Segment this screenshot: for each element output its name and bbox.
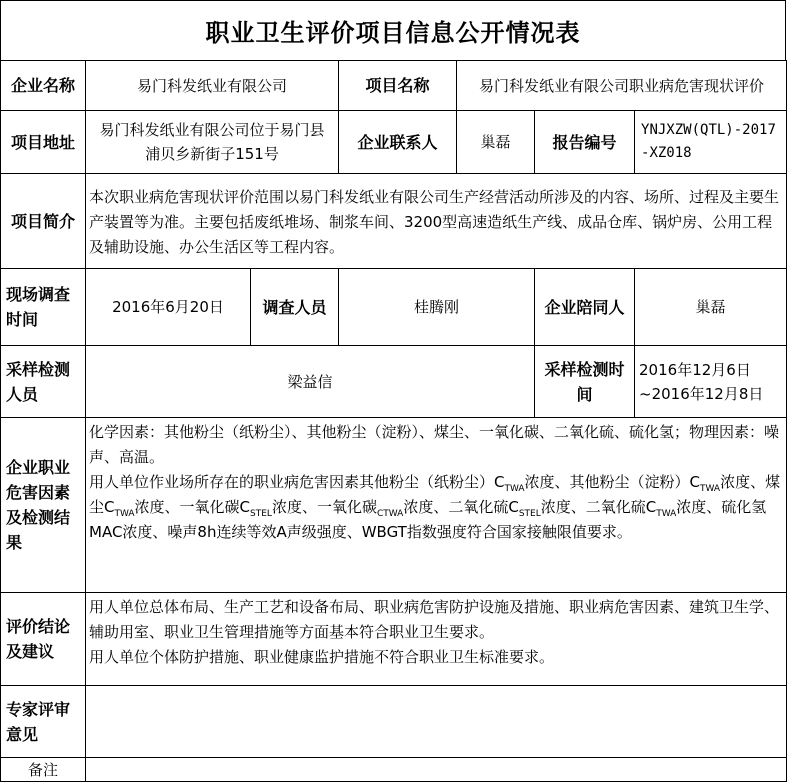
row-hazard [1, 418, 787, 593]
survey-time-label: 现场调查时间 [1, 269, 86, 346]
conclusion-paragraph-1: 用人单位总体布局、生产工艺和设备布局、职业病危害防护设施及措施、职业病危害因素、建筑卫生学、辅助用室、职业卫生管理措施等方面基本符合职业卫生要求。 [89, 598, 780, 641]
hazard-subscript: STEL [250, 509, 272, 519]
sampling-time-label: 采样检测时间 [535, 346, 635, 418]
project-address-value: 易门科发纸业有限公司位于易门县浦贝乡新街子151号 [86, 111, 339, 174]
company-name-value: 易门科发纸业有限公司 [86, 61, 339, 111]
row-intro [1, 174, 787, 269]
hazard-factors-value [86, 418, 787, 593]
conclusion-paragraph-2: 用人单位个体防护措施、职业健康监护措施不符合职业卫生标准要求。 [89, 648, 555, 666]
row-sampling [1, 346, 787, 418]
row-remark [1, 758, 787, 782]
hazard-paragraph-2 [89, 470, 783, 545]
row-conclusion [1, 593, 787, 686]
conclusion-value [86, 593, 787, 686]
hazard-subscript: STEL [518, 509, 541, 519]
sampler-label: 采样检测人员 [1, 346, 86, 418]
hazard-text: 浓度、二氧化硫C [403, 498, 519, 516]
report-number-label: 报告编号 [535, 111, 635, 174]
expert-review-label: 专家评审意见 [1, 686, 86, 758]
hazard-factors-label: 企业职业危害因素及检测结果 [1, 418, 86, 593]
hazard-subscript: TWA [656, 509, 677, 519]
hazard-text: 浓度、其他粉尘（淀粉）C [524, 473, 701, 491]
sampler-value: 梁益信 [86, 346, 535, 418]
remark-value [86, 758, 787, 782]
hazard-paragraph-1: 化学因素：其他粉尘（纸粉尘）、其他粉尘（淀粉）、煤尘、一氧化碳、二氧化硫、硫化氢；物理因素：噪声、高温。 [89, 423, 780, 466]
project-intro-value: 本次职业病危害现状评价范围以易门科发纸业有限公司生产经营活动所涉及的内容、场所、过程及主要生产装置等为准。主要包括废纸堆场、制浆车间、3200型高速造纸生产线、成品仓库、锅炉房、公用工程及辅助设施、办公生活区等工程内容。 [86, 174, 787, 269]
hazard-text: 浓度、一氧化碳 [271, 498, 377, 516]
hazard-subscript: TWA [504, 484, 525, 494]
contact-person-label: 企业联系人 [339, 111, 457, 174]
remark-label: 备注 [1, 758, 86, 782]
info-table [0, 60, 787, 782]
hazard-text: 浓度、二氧化硫C [540, 498, 657, 516]
expert-review-value [86, 686, 787, 758]
surveyor-value: 桂腾刚 [339, 269, 535, 346]
contact-person-value: 巢磊 [457, 111, 535, 174]
conclusion-label: 评价结论及建议 [1, 593, 86, 686]
hazard-subscript: TWA [700, 484, 721, 494]
hazard-text: 浓度、一氧化碳C [134, 498, 251, 516]
project-name-label: 项目名称 [339, 61, 457, 111]
hazard-subscript: CTWA [376, 509, 404, 519]
project-address-label: 项目地址 [1, 111, 86, 174]
company-companion-value: 巢磊 [635, 269, 787, 346]
hazard-subscript: TWA [114, 509, 135, 519]
row-expert [1, 686, 787, 758]
row-survey [1, 269, 787, 346]
project-name-value: 易门科发纸业有限公司职业病危害现状评价 [457, 61, 787, 111]
page-title: 职业卫生评价项目信息公开情况表 [0, 0, 786, 60]
report-number-value: YNJXZW(QTL)-2017-XZ018 [635, 111, 787, 174]
row-address [1, 111, 787, 174]
company-name-label: 企业名称 [1, 61, 86, 111]
surveyor-label: 调查人员 [251, 269, 339, 346]
hazard-text: 浓度、硫化氢MAC浓度、噪声8h连续等效A声级强度、WBGT指数强度符合国家接触限值要求。 [89, 498, 767, 541]
sampling-time-value: 2016年12月6日~2016年12月8日 [635, 346, 787, 418]
row-company [1, 61, 787, 111]
hazard-text: 用人单位作业场所存在的职业病危害因素其他粉尘（纸粉尘）C [89, 473, 505, 491]
project-intro-label: 项目简介 [1, 174, 86, 269]
company-companion-label: 企业陪同人 [535, 269, 635, 346]
hazard-text: 浓度、煤尘C [89, 473, 781, 516]
survey-time-value: 2016年6月20日 [86, 269, 251, 346]
